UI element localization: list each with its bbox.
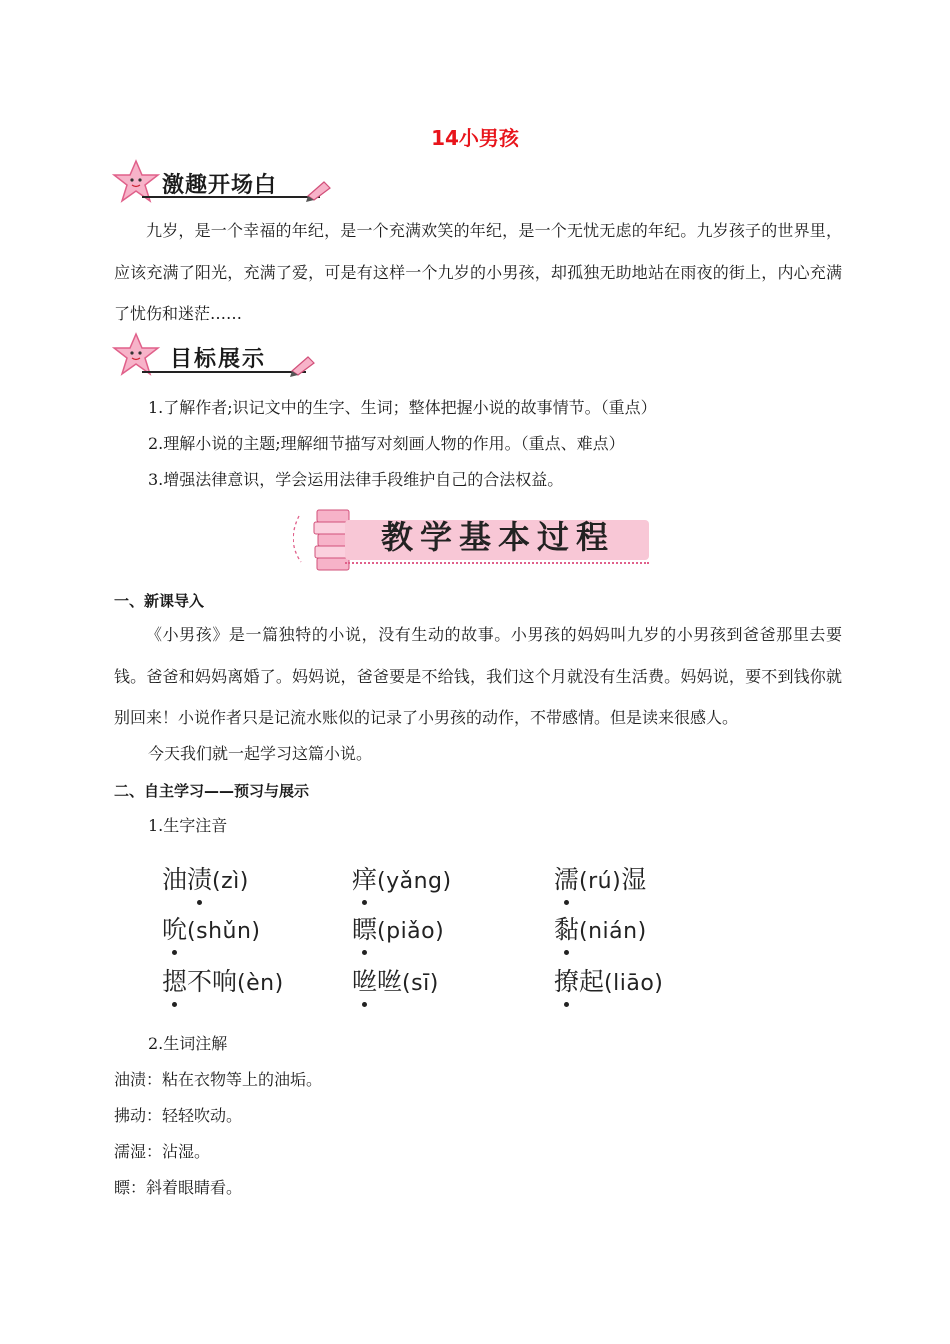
pinyin-item: 油渍(zì) — [162, 860, 249, 896]
section-title-intro: 激趣开场白 — [162, 173, 278, 198]
glossary-item: 瞟：斜着眼睛看。 — [114, 1178, 243, 1197]
part1-paragraph: 《小男孩》是一篇独特的小说，没有生动的故事。小男孩的妈妈叫九岁的小男孩到爸爸那里去要钱。爸爸和妈妈离婚了。妈妈说，爸爸要是不给钱，我们这个月就没有生活费。妈妈说，要不到钱你就别回来！小说作者只是记流水账似的记录了小男孩的动作，不带感情。但是读来很感人。 — [114, 625, 842, 727]
page-title: 14小男孩 — [431, 126, 519, 150]
glossary-subtitle: 2.生词注解 — [148, 1034, 228, 1053]
part1-closing: 今天我们就一起学习这篇小说。 — [148, 744, 373, 763]
pinyin-item: 黏(nián) — [554, 910, 647, 946]
pinyin-item: 濡(rú)湿 — [554, 860, 646, 896]
section-banner-goals — [112, 331, 322, 379]
section-banner-process — [293, 502, 655, 574]
part2-heading: 二、自主学习——预习与展示 — [114, 782, 310, 800]
section-banner-intro — [112, 158, 332, 206]
intro-paragraph: 九岁，是一个幸福的年纪，是一个充满欢笑的年纪，是一个无忧无虑的年纪。九岁孩子的世界里，应该充满了阳光，充满了爱，可是有这样一个九岁的小男孩，却孤独无助地站在雨夜的街上，内心充满了忧伤和迷茫…… — [114, 221, 842, 323]
star-mascot-icon — [112, 158, 162, 206]
section-title-process: 教学基本过程 — [381, 518, 616, 556]
goal-item: 2.理解小说的主题;理解细节描写对刻画人物的作用。（重点、难点） — [148, 434, 625, 453]
pinyin-item: 吮(shǔn) — [162, 910, 261, 946]
glossary-item: 拂动：轻轻吹动。 — [114, 1106, 243, 1125]
goal-item: 1.了解作者;识记文中的生字、生词；整体把握小说的故事情节。（重点） — [148, 398, 657, 417]
pinyin-item: 咝咝(sī) — [352, 962, 439, 998]
part1-heading: 一、新课导入 — [114, 592, 205, 610]
glossary-item: 濡湿：沾湿。 — [114, 1142, 211, 1161]
pinyin-item: 瞟(piǎo) — [352, 910, 444, 946]
goal-item: 3.增强法律意识，学会运用法律手段维护自己的合法权益。 — [148, 470, 564, 489]
pencil-icon — [288, 351, 318, 377]
pinyin-subtitle: 1.生字注音 — [148, 816, 228, 835]
pinyin-item: 撩起(liāo) — [554, 962, 663, 998]
section-title-goals: 目标展示 — [170, 347, 267, 372]
glossary-item: 油渍：粘在衣物等上的油垢。 — [114, 1070, 323, 1089]
pinyin-grid — [162, 858, 722, 1008]
pinyin-item: 痒(yǎng) — [352, 860, 452, 896]
pencil-icon — [304, 176, 334, 202]
pinyin-item: 摁不响(èn) — [162, 962, 284, 998]
